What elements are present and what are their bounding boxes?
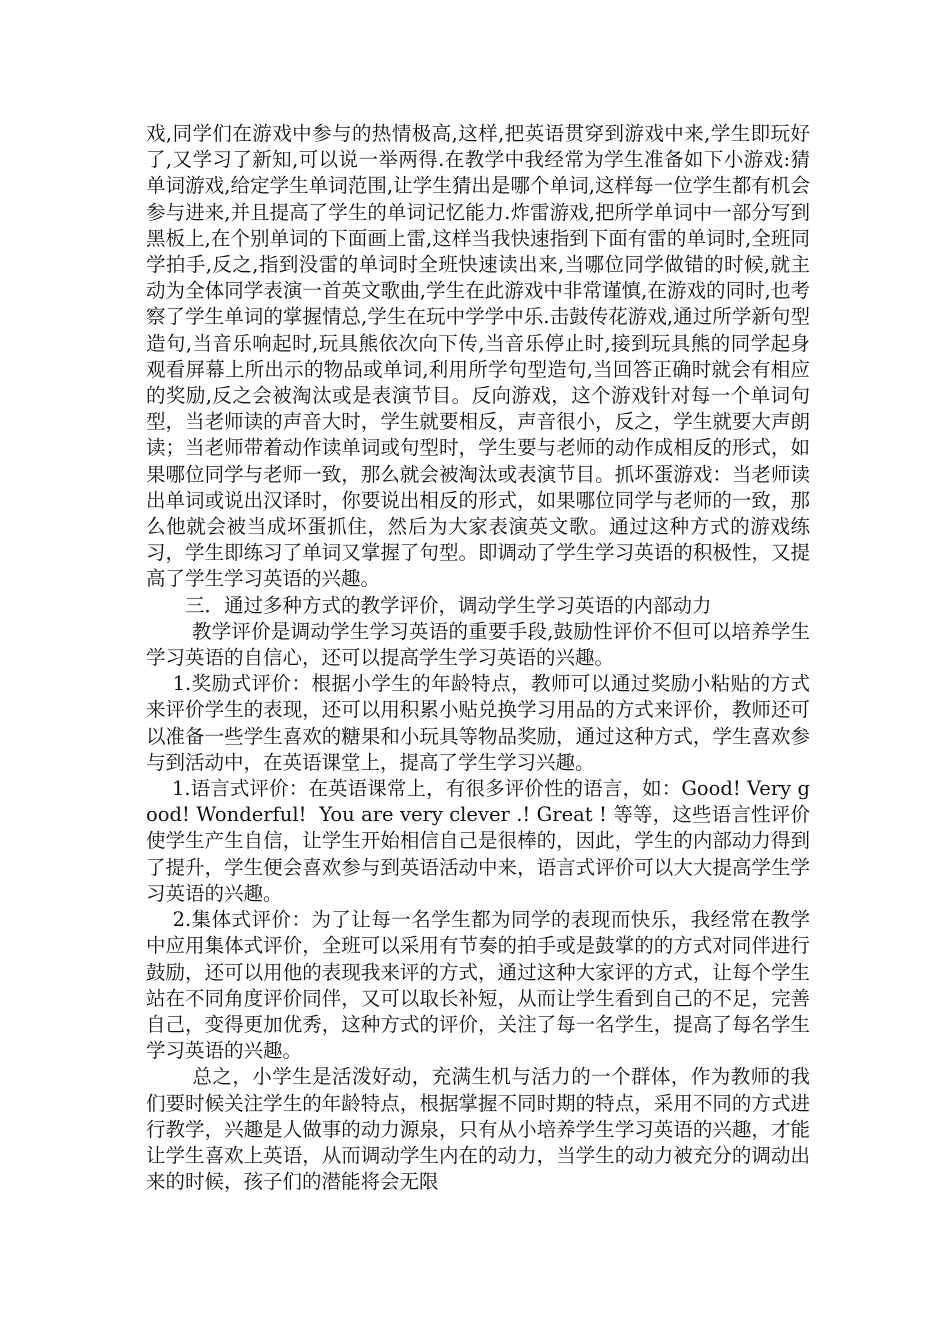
paragraph-reward-evaluation: 1.奖励式评价：根据小学生的年龄特点，教师可以通过奖励小粘贴的方式来评价学生的表现，还可以用积累小贴兑换学习用品的方式来评价，教师还可以准备一些学生喜欢的糖果和小玩具等物品奖励，通过这种方式，学生喜欢参与到活动中，在英语课堂上，提高了学生学习兴趣。	[146, 672, 810, 774]
paragraph-language-evaluation: 1.语言式评价：在英语课常上，有很多评价性的语言，如：Good! Very good! Wonderful! You are very clever .! Great ! 等等，这些语言性评价使学生产生自信，让学生开始相信自己是很棒的，因此，学生的内部动力得到了提升，学生便会喜欢参与到英语活动中来，语言式评价可以大大提高学生学习英语的兴趣。	[146, 777, 810, 905]
section-heading-evaluation: 三．通过多种方式的教学评价，调动学生学习英语的内部动力	[146, 593, 712, 617]
document-body	[146, 121, 810, 1195]
paragraph-conclusion: 总之，小学生是活泼好动，充满生机与活力的一个群体，作为教师的我们要时候关注学生的年龄特点，根据掌握不同时期的特点，采用不同的方式进行教学，兴趣是人做事的动力源泉，只有从小培养学生学习英语的兴趣，才能让学生喜欢上英语，从而调动学生内在的动力，当学生的动力被充分的调动出来的时候，孩子们的潜能将会无限	[146, 1065, 810, 1194]
paragraph-games: 戏,同学们在游戏中参与的热情极高,这样,把英语贯穿到游戏中来,学生即玩好了,又学习了新知,可以说一举两得.在教学中我经常为学生准备如下小游戏:猜单词游戏,给定学生单词范围,让学生猜出是哪个单词,这样每一位学生都有机会参与进来,并且提高了学生的单词记忆能力.炸雷游戏,把所学单词中一部分写到黑板上,在个别单词的下面画上雷,这样当我快速指到下面有雷的单词时,全班同学拍手,反之,指到没雷的单词时全班快速读出来,当哪位同学做错的时候,就主动为全体同学表演一首英文歌曲,学生在此游戏中非常谨慎,在游戏的同时,也考察了学生单词的掌握情总,学生在玩中学学中乐.击鼓传花游戏,通过所学新句型造句,当音乐响起时,玩具熊依次向下传,当音乐停止时,接到玩具熊的同学起身观看屏幕上所出示的物品或单词,利用所学句型造句,当回答正确时就会有相应的奖励,反之会被淘汰或是表演节目。反向游戏，这个游戏针对每一个单词句型，当老师读的声音大时，学生就要相反，声音很小，反之，学生就要大声朗读；当老师带着动作读单词或句型时，学生要与老师的动作成相反的形式，如果哪位同学与老师一致，那么就会被淘汰或表演节目。抓坏蛋游戏：当老师读出单词或说出汉译时，你要说出相反的形式，如果哪位同学与老师的一致，那么他就会被当成坏蛋抓住，然后为大家表演英文歌。通过这种方式的游戏练习，学生即练习了单词又掌握了句型。即调动了学生学习英语的积极性，又提高了学生学习英语的兴趣。	[146, 122, 810, 591]
paragraph-group-evaluation: 2.集体式评价：为了让每一名学生都为同学的表现而快乐，我经常在教学中应用集体式评价，全班可以采用有节奏的拍手或是鼓掌的的方式对同伴进行鼓励，还可以用他的表现我来评的方式，通过这种大家评的方式，让每个学生站在不同角度评价同伴，又可以取长补短，从而让学生看到自己的不足，完善自己，变得更加优秀，这种方式的评价，关注了每一名学生，提高了每名学生学习英语的兴趣。	[146, 908, 810, 1063]
paragraph-evaluation-intro: 教学评价是调动学生学习英语的重要手段,鼓励性评价不但可以培养学生学习英语的自信心，还可以提高学生学习英语的兴趣。	[146, 619, 810, 670]
